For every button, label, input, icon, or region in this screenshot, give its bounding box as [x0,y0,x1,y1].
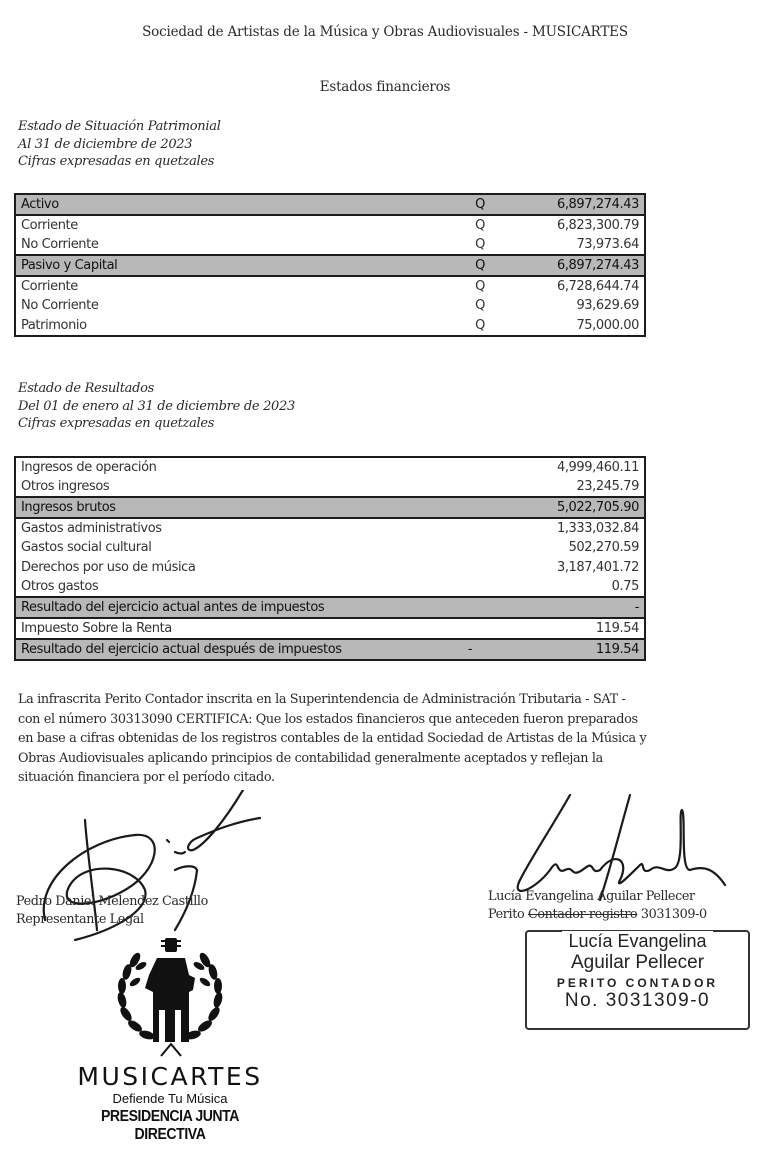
row-mid [425,497,515,518]
stamp-line-name: Lucía Evangelina [562,931,712,952]
musicartes-seal [60,930,280,1144]
row-label: Pasivo y Capital [15,255,465,276]
row-label: Ingresos de operación [21,460,157,475]
table-row [15,316,645,336]
row-label: Activo [15,194,465,215]
logo-seal-text: PRESIDENCIA JUNTA DIRECTIVA [100,1108,240,1143]
row-label: Patrimonio [21,317,87,333]
table-row [15,255,645,276]
row-amount: 5,022,705.90 [515,497,645,518]
stamp-line-surname: Aguilar Pellecer [570,952,705,973]
row-label: Impuesto Sobre la Renta [21,621,172,636]
row-amount: 23,245.79 [576,479,639,494]
table-row [15,235,645,255]
table-row [15,518,645,538]
row-label: Otros gastos [21,579,99,594]
row-label: Corriente [21,218,78,233]
row-mid [425,538,515,558]
row-amount: 3,187,401.72 [556,559,639,575]
row-currency: Q [475,317,485,333]
table-row [15,194,645,215]
balance-sheet-heading [18,118,221,171]
table-row [15,577,645,597]
row-mid: - [425,639,515,660]
row-label: Corriente [21,279,78,294]
row-currency: Q [475,298,485,314]
row-amount: 73,973.64 [576,237,639,252]
income-statement-period: Del 01 de enero al 31 de diciembre de 2023 [18,398,295,414]
document-title: Estados financieros [319,79,451,95]
certification-line: con el número 30313090 CERTIFICA: Que los estados financieros que anteceden fueron preparados [18,711,638,727]
organization-title: Sociedad de Artistas de la Música y Obras Audiovisuales - MUSICARTES [142,24,628,40]
logo-tagline: Defiende Tu Música [112,1091,228,1106]
income-statement-table [14,456,646,661]
row-mid [425,618,515,639]
accountant-role: Perito Contador registro 3031309-0 [488,907,707,922]
row-currency: Q [475,279,485,294]
accountant-stamp [525,930,750,1030]
row-label: No Corriente [21,237,99,252]
row-currency: Q [465,255,495,276]
table-row [15,276,645,296]
row-currency: Q [465,194,495,215]
table-row [15,497,645,518]
row-mid [425,577,515,597]
row-mid [425,477,515,497]
laurel-guitar-emblem-icon [105,930,235,1060]
row-amount: 1,333,032.84 [556,521,639,536]
row-amount: 6,897,274.43 [495,255,645,276]
table-row [15,538,645,558]
row-mid [425,457,515,477]
row-amount: 6,897,274.43 [495,194,645,215]
row-amount: 6,823,300.79 [556,218,639,233]
row-label: Resultado del ejercicio actual antes de impuestos [15,597,425,618]
row-label: No Corriente [21,298,99,314]
row-label: Derechos por uso de música [21,559,196,575]
stamp-line-number: No. 3031309-0 [561,990,714,1012]
table-row [15,597,645,618]
certification-line: Obras Audiovisuales aplicando principios de contabilidad generalmente aceptados y reflejan la [18,750,603,766]
table-row [15,477,645,497]
row-amount: 119.54 [515,639,645,660]
table-row [15,639,645,660]
stamp-line-title: PERITO CONTADOR [556,976,719,990]
income-statement-title: Estado de Resultados [18,381,155,396]
certification-paragraph [18,690,748,788]
row-amount: - [515,597,645,618]
row-label: Resultado del ejercicio actual después de impuestos [15,639,425,660]
row-amount: 4,999,460.11 [556,460,639,475]
accountant-name: Lucía Evangelina Aguilar Pellecer [488,889,695,904]
row-amount: 502,270.59 [568,540,639,556]
table-row [15,215,645,235]
row-amount: 119.54 [595,621,639,636]
legal-rep-role: Representante Legal [16,912,144,927]
row-mid [425,558,515,578]
table-row [15,457,645,477]
row-currency: Q [475,218,485,233]
row-amount: 6,728,644.74 [556,279,639,294]
certification-line: La infrascrita Perito Contador inscrita en la Superintendencia de Administración Tributaria - SAT - [18,692,626,707]
balance-sheet-date: Al 31 de diciembre de 2023 [18,136,193,152]
table-row [15,558,645,578]
row-label: Otros ingresos [21,479,110,494]
certification-line: situación financiera por el período citado. [18,770,275,785]
row-mid [425,518,515,538]
accountant-signature-block [488,888,707,924]
legal-rep-signature-block [16,893,208,929]
balance-sheet-title: Estado de Situación Patrimonial [18,119,221,134]
row-amount: 93,629.69 [576,298,639,314]
row-currency: Q [475,237,485,252]
table-row [15,618,645,639]
row-label: Gastos administrativos [21,521,162,536]
logo-brand: MUSICARTES [77,1062,263,1091]
income-statement-currency-note: Cifras expresadas en quetzales [18,416,215,431]
balance-sheet-currency-note: Cifras expresadas en quetzales [18,154,215,169]
row-amount: 75,000.00 [576,317,639,333]
certification-line: en base a cifras obtenidas de los registros contables de la entidad Sociedad de Artistas de la Música y [18,731,647,746]
legal-rep-name: Pedro Daniel Melendez Castillo [16,894,208,909]
balance-sheet-table [14,193,646,337]
row-mid [425,597,515,618]
table-row [15,296,645,316]
row-label: Gastos social cultural [21,540,152,556]
row-amount: 0.75 [611,579,639,594]
income-statement-heading [18,380,295,433]
row-label: Ingresos brutos [15,497,425,518]
